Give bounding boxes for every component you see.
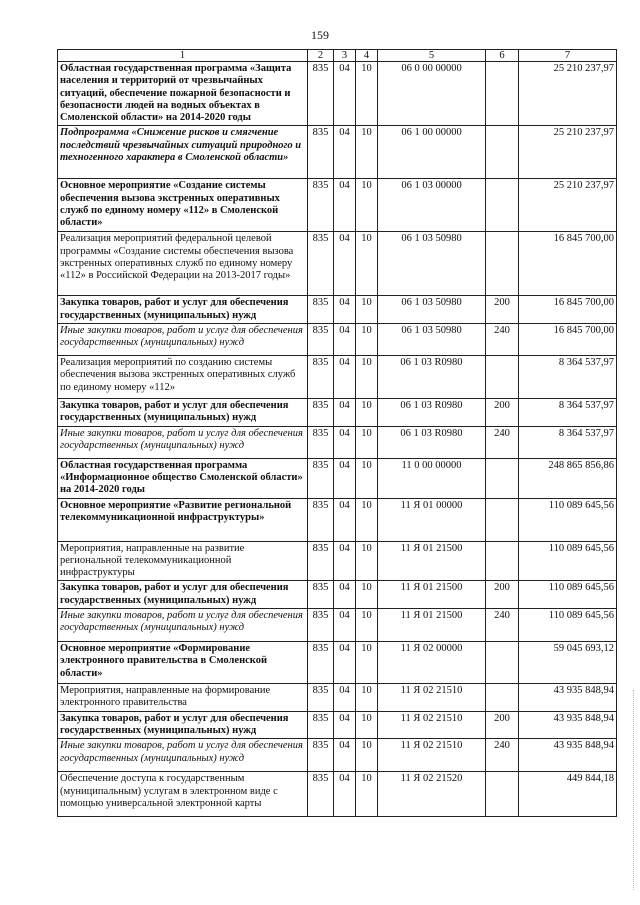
expense-type: 200 <box>486 296 519 324</box>
amount: 16 845 700,00 <box>519 232 617 296</box>
section-code: 04 <box>334 684 356 712</box>
table-row <box>58 126 617 179</box>
row-name: Основное мероприятие «Формирование электронного правительства в Смоленской области» <box>58 642 308 684</box>
table-row <box>58 458 617 498</box>
subsection-code: 10 <box>356 498 378 541</box>
admin-code: 835 <box>308 609 334 642</box>
column-header: 5 <box>378 50 486 62</box>
row-name: Обеспечение доступа к государственным (муниципальным) услугам в электронном виде с помощью универсальной электронной карты <box>58 772 308 817</box>
amount: 110 089 645,56 <box>519 609 617 642</box>
row-name: Иные закупки товаров, работ и услуг для обеспечения государственных (муниципальных) нужд <box>58 739 308 772</box>
amount: 8 364 537,97 <box>519 399 617 427</box>
subsection-code: 10 <box>356 232 378 296</box>
section-code: 04 <box>334 739 356 772</box>
table-row <box>58 739 617 772</box>
section-code: 04 <box>334 62 356 126</box>
table-row <box>58 642 617 684</box>
amount: 43 935 848,94 <box>519 684 617 712</box>
expense-type <box>486 772 519 817</box>
expense-type <box>486 458 519 498</box>
table-row <box>58 609 617 642</box>
amount: 110 089 645,56 <box>519 498 617 541</box>
target-article: 06 1 03 50980 <box>378 324 486 356</box>
subsection-code: 10 <box>356 356 378 399</box>
target-article: 11 Я 02 21510 <box>378 739 486 772</box>
table-row <box>58 62 617 126</box>
subsection-code: 10 <box>356 739 378 772</box>
expense-type: 240 <box>486 609 519 642</box>
subsection-code: 10 <box>356 609 378 642</box>
subsection-code: 10 <box>356 642 378 684</box>
expense-type <box>486 126 519 179</box>
section-code: 04 <box>334 179 356 232</box>
budget-table <box>57 49 617 817</box>
subsection-code: 10 <box>356 324 378 356</box>
row-name: Реализация мероприятий федеральной целевой программы «Создание системы обеспечения вызова экстренных оперативных служб по единому номеру «112» в Российской Федерации на 2013-2017 годы» <box>58 232 308 296</box>
row-name: Иные закупки товаров, работ и услуг для обеспечения государственных (муниципальных) нужд <box>58 426 308 458</box>
subsection-code: 10 <box>356 684 378 712</box>
table-row <box>58 541 617 581</box>
target-article: 11 Я 01 21500 <box>378 541 486 581</box>
row-name: Основное мероприятие «Создание системы обеспечения вызова экстренных оперативных служб по единому номеру «112» в Смоленской области» <box>58 179 308 232</box>
admin-code: 835 <box>308 62 334 126</box>
admin-code: 835 <box>308 324 334 356</box>
expense-type: 240 <box>486 324 519 356</box>
row-name: Реализация мероприятий по созданию системы обеспечения вызова экстренных оперативных служб по единому номеру «112» <box>58 356 308 399</box>
amount: 16 845 700,00 <box>519 296 617 324</box>
admin-code: 835 <box>308 399 334 427</box>
expense-type <box>486 62 519 126</box>
expense-type <box>486 232 519 296</box>
admin-code: 835 <box>308 711 334 739</box>
section-code: 04 <box>334 399 356 427</box>
row-name: Иные закупки товаров, работ и услуг для обеспечения государственных (муниципальных) нужд <box>58 324 308 356</box>
subsection-code: 10 <box>356 581 378 609</box>
row-name: Иные закупки товаров, работ и услуг для обеспечения государственных (муниципальных) нужд <box>58 609 308 642</box>
admin-code: 835 <box>308 684 334 712</box>
admin-code: 835 <box>308 581 334 609</box>
expense-type <box>486 179 519 232</box>
row-name: Основное мероприятие «Развитие региональной телекоммуникационной инфраструктуры» <box>58 498 308 541</box>
target-article: 11 Я 02 21510 <box>378 684 486 712</box>
target-article: 06 1 03 50980 <box>378 296 486 324</box>
subsection-code: 10 <box>356 126 378 179</box>
table-row <box>58 356 617 399</box>
row-name: Мероприятия, направленные на формирование электронного правительства <box>58 684 308 712</box>
amount: 16 845 700,00 <box>519 324 617 356</box>
section-code: 04 <box>334 324 356 356</box>
expense-type: 200 <box>486 399 519 427</box>
table-row <box>58 296 617 324</box>
target-article: 11 Я 02 21510 <box>378 711 486 739</box>
amount: 25 210 237,97 <box>519 179 617 232</box>
admin-code: 835 <box>308 772 334 817</box>
target-article: 06 1 03 R0980 <box>378 426 486 458</box>
table-row <box>58 399 617 427</box>
section-code: 04 <box>334 609 356 642</box>
row-name: Закупка товаров, работ и услуг для обеспечения государственных (муниципальных) нужд <box>58 399 308 427</box>
column-header: 4 <box>356 50 378 62</box>
target-article: 11 Я 02 00000 <box>378 642 486 684</box>
target-article: 06 1 00 00000 <box>378 126 486 179</box>
expense-type: 240 <box>486 739 519 772</box>
admin-code: 835 <box>308 356 334 399</box>
subsection-code: 10 <box>356 179 378 232</box>
admin-code: 835 <box>308 179 334 232</box>
subsection-code: 10 <box>356 711 378 739</box>
amount: 449 844,18 <box>519 772 617 817</box>
table-row <box>58 179 617 232</box>
target-article: 11 Я 01 00000 <box>378 498 486 541</box>
row-name: Мероприятия, направленные на развитие региональной телекоммуникационной инфраструктуры <box>58 541 308 581</box>
table-body <box>58 62 617 817</box>
section-code: 04 <box>334 126 356 179</box>
expense-type: 200 <box>486 711 519 739</box>
admin-code: 835 <box>308 642 334 684</box>
admin-code: 835 <box>308 458 334 498</box>
section-code: 04 <box>334 642 356 684</box>
amount: 110 089 645,56 <box>519 541 617 581</box>
subsection-code: 10 <box>356 772 378 817</box>
section-code: 04 <box>334 296 356 324</box>
target-article: 11 Я 02 21520 <box>378 772 486 817</box>
table-row <box>58 711 617 739</box>
table-row <box>58 426 617 458</box>
target-article: 11 Я 01 21500 <box>378 609 486 642</box>
target-article: 06 1 03 R0980 <box>378 399 486 427</box>
expense-type <box>486 684 519 712</box>
amount: 43 935 848,94 <box>519 711 617 739</box>
row-name: Закупка товаров, работ и услуг для обеспечения государственных (муниципальных) нужд <box>58 581 308 609</box>
column-header: 2 <box>308 50 334 62</box>
column-header: 3 <box>334 50 356 62</box>
subsection-code: 10 <box>356 458 378 498</box>
column-header: 6 <box>486 50 519 62</box>
amount: 25 210 237,97 <box>519 62 617 126</box>
row-name: Закупка товаров, работ и услуг для обеспечения государственных (муниципальных) нужд <box>58 296 308 324</box>
section-code: 04 <box>334 426 356 458</box>
target-article: 06 0 00 00000 <box>378 62 486 126</box>
expense-type <box>486 642 519 684</box>
row-name: Закупка товаров, работ и услуг для обеспечения государственных (муниципальных) нужд <box>58 711 308 739</box>
expense-type: 200 <box>486 581 519 609</box>
target-article: 06 1 03 50980 <box>378 232 486 296</box>
admin-code: 835 <box>308 126 334 179</box>
expense-type <box>486 541 519 581</box>
admin-code: 835 <box>308 739 334 772</box>
section-code: 04 <box>334 772 356 817</box>
section-code: 04 <box>334 498 356 541</box>
admin-code: 835 <box>308 232 334 296</box>
subsection-code: 10 <box>356 296 378 324</box>
table-row <box>58 581 617 609</box>
column-header: 7 <box>519 50 617 62</box>
target-article: 11 Я 01 21500 <box>378 581 486 609</box>
section-code: 04 <box>334 232 356 296</box>
section-code: 04 <box>334 458 356 498</box>
subsection-code: 10 <box>356 426 378 458</box>
row-name: Подпрограмма «Снижение рисков и смягчение последствий чрезвычайных ситуаций природного и техногенного характера в Смоленской области» <box>58 126 308 179</box>
amount: 59 045 693,12 <box>519 642 617 684</box>
amount: 25 210 237,97 <box>519 126 617 179</box>
column-header: 1 <box>58 50 308 62</box>
admin-code: 835 <box>308 296 334 324</box>
section-code: 04 <box>334 711 356 739</box>
column-number-row <box>58 50 617 62</box>
table-row <box>58 498 617 541</box>
subsection-code: 10 <box>356 62 378 126</box>
admin-code: 835 <box>308 498 334 541</box>
target-article: 06 1 03 R0980 <box>378 356 486 399</box>
section-code: 04 <box>334 356 356 399</box>
scan-edge-marks <box>631 690 634 890</box>
table-row <box>58 684 617 712</box>
amount: 110 089 645,56 <box>519 581 617 609</box>
amount: 8 364 537,97 <box>519 356 617 399</box>
admin-code: 835 <box>308 426 334 458</box>
table-row <box>58 772 617 817</box>
amount: 248 865 856,86 <box>519 458 617 498</box>
row-name: Областная государственная программа «Защита населения и территорий от чрезвычайных ситуаций, обеспечение пожарной безопасности и безопасности людей на водных объектах в Смоленской области» на 2014-2020 годы <box>58 62 308 126</box>
row-name: Областная государственная программа «Информационное общество Смоленской области» на 2014-2020 годы <box>58 458 308 498</box>
section-code: 04 <box>334 581 356 609</box>
amount: 8 364 537,97 <box>519 426 617 458</box>
expense-type <box>486 356 519 399</box>
page-number: 159 <box>311 28 329 42</box>
admin-code: 835 <box>308 541 334 581</box>
expense-type: 240 <box>486 426 519 458</box>
subsection-code: 10 <box>356 399 378 427</box>
expense-type <box>486 498 519 541</box>
amount: 43 935 848,94 <box>519 739 617 772</box>
table-row <box>58 324 617 356</box>
target-article: 11 0 00 00000 <box>378 458 486 498</box>
target-article: 06 1 03 00000 <box>378 179 486 232</box>
section-code: 04 <box>334 541 356 581</box>
subsection-code: 10 <box>356 541 378 581</box>
table-row <box>58 232 617 296</box>
